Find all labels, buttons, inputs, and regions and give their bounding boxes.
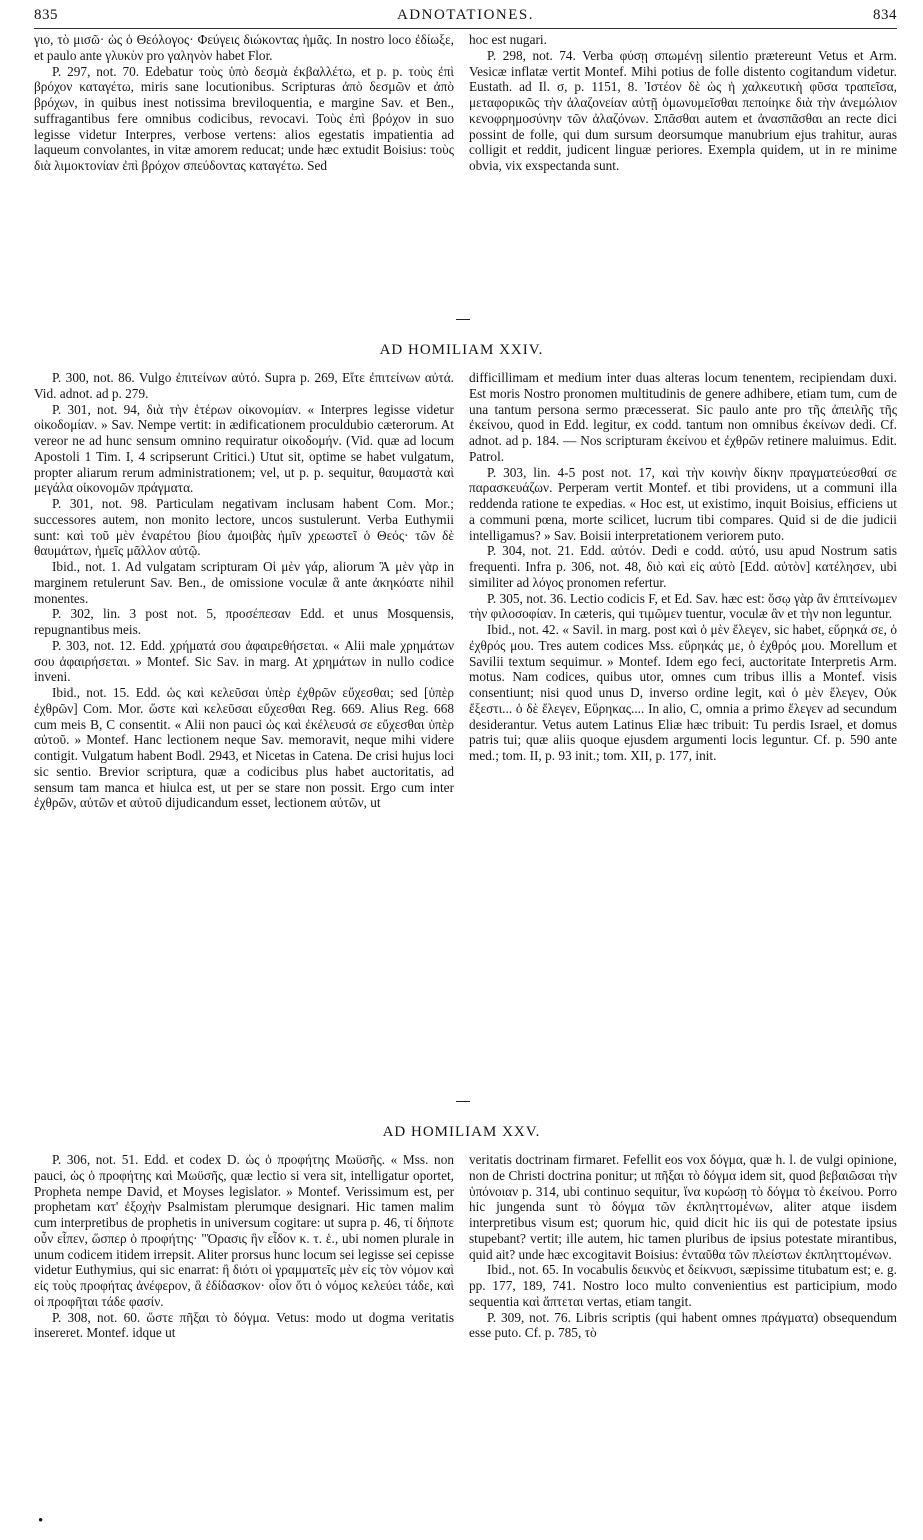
section-divider <box>456 319 470 320</box>
page-number-left: 835 <box>34 7 58 23</box>
page-number-right: 834 <box>873 7 897 23</box>
paragraph: P. 302, lin. 3 post not. 5, προσέπεσαν Edd. et unus Mosquensis, repugnantibus meis. <box>34 606 454 637</box>
running-head <box>34 8 897 30</box>
paragraph: Ibid., not. 65. In vocabulis δεικνὺς et δείκνυσι, sæpissime titubatum est; e. g. pp. 177, 189, 741. Nostro loco multo convenientius est participium, modo sequentia καὶ ἅπτεται vertas, etiam tangit. <box>469 1262 897 1309</box>
running-title: ADNOTATIONES. <box>396 7 535 23</box>
section-divider-2 <box>456 1101 470 1102</box>
paragraph: difficillimam et medium inter duas alteras locum tenentem, recipiendam duxi. Est moris Nostro pronomen multitudinis de genere adhibere, etiam tum, cum de una tantum persona sermo præcesserat. Sic paulo ante pro τῆς ἀπειλῆς τῆς ἐκείνου, quod in Edd. legitur, ex codd. tantum non omnibus ἐκείνων dedi. Cf. adnot. ad p. 184. — Nos scripturam ἐκείνου et ἐχθρῶν retinere maluimus. Edit. Patrol. <box>469 370 897 464</box>
paragraph: P. 301, not. 94, διὰ τὴν ἑτέρων οἰκονομίαν. « Interpres legisse videtur οἰκοδομίαν. » Sav. Nempe vertit: in ædificationem proculdubio cæterorum. At vereor ne ad hunc sensum omnino requiratur οἰκοδομήν. (Vid. quæ ad locum Apostoli 1 Tim. I, 4 scripserunt Critici.) Utut sit, optime se habet vulgatum, propter aliarum rerum administrationem; vel, ut p. p. sequitur, θαυμαστὰ καὶ μεγάλα οἰκονομῶν πράγματα. <box>34 401 454 496</box>
section-heading-homily-24: AD HOMILIAM XXIV. <box>379 342 544 358</box>
paragraph: P. 303, lin. 4-5 post not. 17, καὶ τὴν κοινὴν δίκην πραγματεύεσθαί σε παρασκευάζων. Perperam vertit Montef. et tibi providens, ut a communi illa reddenda ratione te expedias. « Hoc est, ut existimo, inquit Boisius, efficiens ut a communi pœna, morte scilicet, lucrum tibi compares. Quid si de die judicii intelligamus? » Sav. Boisii interpretationem veriorem puto. <box>469 464 897 543</box>
homily-25-left-column <box>34 1152 454 1500</box>
footer-mark: • <box>38 1513 44 1529</box>
paragraph: P. 304, not. 21. Edd. αὐτόν. Dedi e codd. αὐτό, usu apud Nostrum satis frequenti. Infra p. 306, not. 48, διὸ καὶ εἰς αὐτὸ [Edd. αὐτὸν] κατέλησεν, ubi similiter ad λόγος pronomen refertur. <box>469 543 897 590</box>
paragraph: P. 308, not. 60. ὥστε πῆξαι τὸ δόγμα. Vetus: modo ut dogma veritatis insereret. Montef. idque ut <box>34 1309 454 1341</box>
homily-25-right-column <box>469 1152 897 1500</box>
paragraph: hoc est nugari. <box>469 32 547 47</box>
paragraph: P. 306, not. 51. Edd. et codex D. ὡς ὁ προφήτης Μωϋσῆς. « Mss. non pauci, ὡς ὁ προφήτης καὶ Μωϋσῆς, quæ lectio si vera sit, intelligatur oportet, Propheta nempe David, et Moyses legislator. » Montef. Verissimum est, per prophetam κατ' ἐξοχὴν Psalmistam plerumque designari. Hic tamen malim cum interpretibus de prophetis in universum cogitare: ut supra p. 46, τί δήποτε οὖν εἶπεν, ὥσπερ ὁ προφήτης· "Ὁρασις ἣν εἶδον κ. τ. ἑ., ubi nomen plurale in unum codicem itidem irrepsit. Aliter prorsus hunc locum sei legisse sei cepisse videtur Euthymius, qui sic enarrat: ἢ διότι οἱ γραμματεῖς μὲν εἰς τὸν νόμον καὶ εἰς τοὺς προφήτας ἀνέφερον, ἃ ἐδίδασκον· οἷον ὅτι ὁ νόμος κελεύει τάδε, καὶ οἱ προφῆται τάδε φασίν. <box>34 1152 454 1309</box>
paragraph: P. 309, not. 76. Libris scriptis (qui habent omnes πράγματα) obsequendum esse puto. Cf. p. 785, τὸ <box>469 1309 897 1341</box>
paragraph: P. 301, not. 98. Particulam negativam inclusam habent Com. Mor.; successores autem, non monito lectore, uncos sustulerunt. Verba Euthymii sunt: καὶ τοῦ μὲν ἐναρέτου βίου ἀμοιβὰς ἡμῖν χρεωστεῖ ὁ Θεός· τῶν δὲ θαυμάτων, ἡμεῖς μᾶλλον αὐτῷ. <box>34 496 454 559</box>
paragraph: P. 300, not. 86. Vulgo ἐπιτείνων αὐτό. Supra p. 269, Εἴτε ἐπιτείνων αὐτά. Vid. adnot. ad p. 279. <box>34 370 454 401</box>
section-heading-homily-25: AD HOMILIAM XXV. <box>382 1124 541 1140</box>
top-left-column <box>34 32 454 300</box>
paragraph: Ibid., not. 15. Edd. ὡς καὶ κελεῦσαι ὑπὲρ ἐχθρῶν εὔχεσθαι; sed [ὑπὲρ ἐχθρῶν] Com. Mor. ὥστε καὶ κελεῦσαι εὔχεσθαι Reg. 669. Alius Reg. 668 cum meis B, C consentit. « Alii non pauci ὡς καὶ ἐκέλευσά σε εὔχεσθαι ὑπὲρ αὐτοῦ. » Montef. Hanc lectionem neque Sav. memoravit, neque mihi videre contigit. Vulgatum habent Bodl. 2943, et Nicetas in Catena. De crisi hujus loci sic sentio. Brevior scriptura, quæ a codicibus plus habet auctoritatis, ad sensum tam manca et hiulca est, ut per se stare non possit. Ergo cum inter ἐχθρῶν, αὐτῶν et αὐτοῦ dijudicandum esset, lectionem αὐτῶν, ut <box>34 685 454 811</box>
homily-24-right-column <box>469 370 897 1090</box>
paragraph: veritatis doctrinam firmaret. Fefellit eos vox δόγμα, quæ h. l. de vulgi opinione, non de Christi doctrina ponitur; ut πῆξαι τὸ δόγμα idem sit, quod βεβαιῶσαι τὴν ὑπόνοιαν p. 314, ubi continuo sequitur, ἵνα κυρώσῃ τὸ δόγμα τὸ ἐκείνου. Porro hic jungenda sunt τὸ δόγμα τῶν ἐκπληττομένων, aliter atque iisdem interpretibus visum est; quorum hic, quid dicit hic iis qui de potestate ipsius stupebant? vertit; ille autem, hic tamen pluribus de ipsius potestate mirantibus, quid ait? unde hæc excogitavit Boisius: ἐνταῦθα τῶν πλείστων ἐκπληττομένων. <box>469 1152 897 1262</box>
paragraph: P. 305, not. 36. Lectio codicis F, et Ed. Sav. hæc est: ὅσῳ γὰρ ἂν ἐπιτείνωμεν τὴν φιλοσοφίαν. In cæteris, qui τιμῶμεν tuentur, voculæ ἂν et τὴν non leguntur. <box>469 590 897 622</box>
paragraph: γιο, τὸ μισῶ· ὡς ὁ Θεόλογος· Φεύγεις διώκοντας ἡμᾶς. In nostro loco ἐδίωξε, et paulo ante γλυκὺν pro γαληνὸν habet Flor. <box>34 32 454 63</box>
header-rule <box>34 28 897 29</box>
paragraph: Ibid., not. 42. « Savil. in marg. post καὶ ὁ μὲν ἔλεγεν, sic habet, εὕρηκά σε, ὁ ἐχθρός μου. Tres autem codices Mss. εὕρηκάς με, ὁ ἐχθρός μου. Morellum et Savilii textum sequimur. » Montef. Idem ego feci, auctoritate Interpretis Arm. motus. Nam codices, quibus utor, omnes cum tribus illis a Montef. visis consentiunt; nisi quod unus D, inverso ordine legit, καὶ ὁ μὲν ἔλεγεν, Οὐκ ἔξεστι... ὁ δὲ ἔλεγεν, Εὕρηκας.... In alio, C, omnia a primo ἔλεγεν ad secundum desiderantur. Vetus autem Latinus Eliæ hæc tribuit: Tu perdis Israel, et domus patris tui; quæ aliis quoque ejusdem argumenti locis leguntur. Cf. p. 590 ante med.; tom. II, p. 93 init.; tom. XII, p. 177, init. <box>469 622 897 763</box>
paragraph: P. 303, not. 12. Edd. χρήματά σου ἀφαιρεθήσεται. « Alii male χρημάτων σου ἀφαιρήσεται. » Montef. Sic Sav. in marg. At χρημάτων in nullo codice inveni. <box>34 637 454 685</box>
paragraph: Ibid., not. 1. Ad vulgatam scripturam Οἱ μὲν γάρ, aliorum Ἃ μὲν γὰρ in marginem retulerunt Sav. Ben., de omissione voculæ ἃ ante ἀκηκόατε nihil monentes. <box>34 559 454 606</box>
homily-24-left-column <box>34 370 454 1090</box>
paragraph: P. 298, not. 74. Verba φύσῃ σπωμένῃ silentio prætereunt Vetus et Arm. Vesicæ inflatæ vertit Montef. Mihi potius de folle distento cogitandum videtur. Eustath. ad Il. σ, p. 1151, 8. Ἰστέον δὲ ὡς ἡ χαλκευτικὴ φῦσα τραπεῖσα, μεταφορικῶς τὴν ἀλαζονείαν αὐτῇ ὁμωνυμεῖσθαι πεποίηκε διὰ τὴν ἀνεμώλιον κενοφρημοσύνην τῶν ἀλαζόνων. Σπᾶσθαι autem et ἀνασπᾶσθαι an recte dici possint de folle, qui dum sursum deorsumque manubrium ejus trahitur, auras colligit et reddit, judicent linguæ periores. Exempla quidem, ut in re minime obvia, vix exspectanda sunt. <box>469 47 897 173</box>
paragraph: P. 297, not. 70. Edebatur τοὺς ὑπὸ δεσμὰ ἐκβαλλέτω, et p. p. τοὺς ἐπὶ βρόχον καταγέτω, miris sane locutionibus. Scripturas ἀπὸ δεσμῶν et ἀπὸ βρόχων, in quibus inest notissima breviloquentia, e margine Sav. et Ben., suffragantibus fere omnibus codicibus, revocavi. Τοὺς ἐπὶ βρόχον in suo legisse videtur Interpres, verbose vertens: alios egestatis impatientia ad laqueum convolantes, in vitæ amorem reducat; unde hæc extudit Boisius: τοὺς διὰ λιμοκτονίαν ἐπὶ βρόχον σπεύδοντας καταγέτω. Sed <box>34 63 454 173</box>
top-right-column <box>469 32 897 300</box>
